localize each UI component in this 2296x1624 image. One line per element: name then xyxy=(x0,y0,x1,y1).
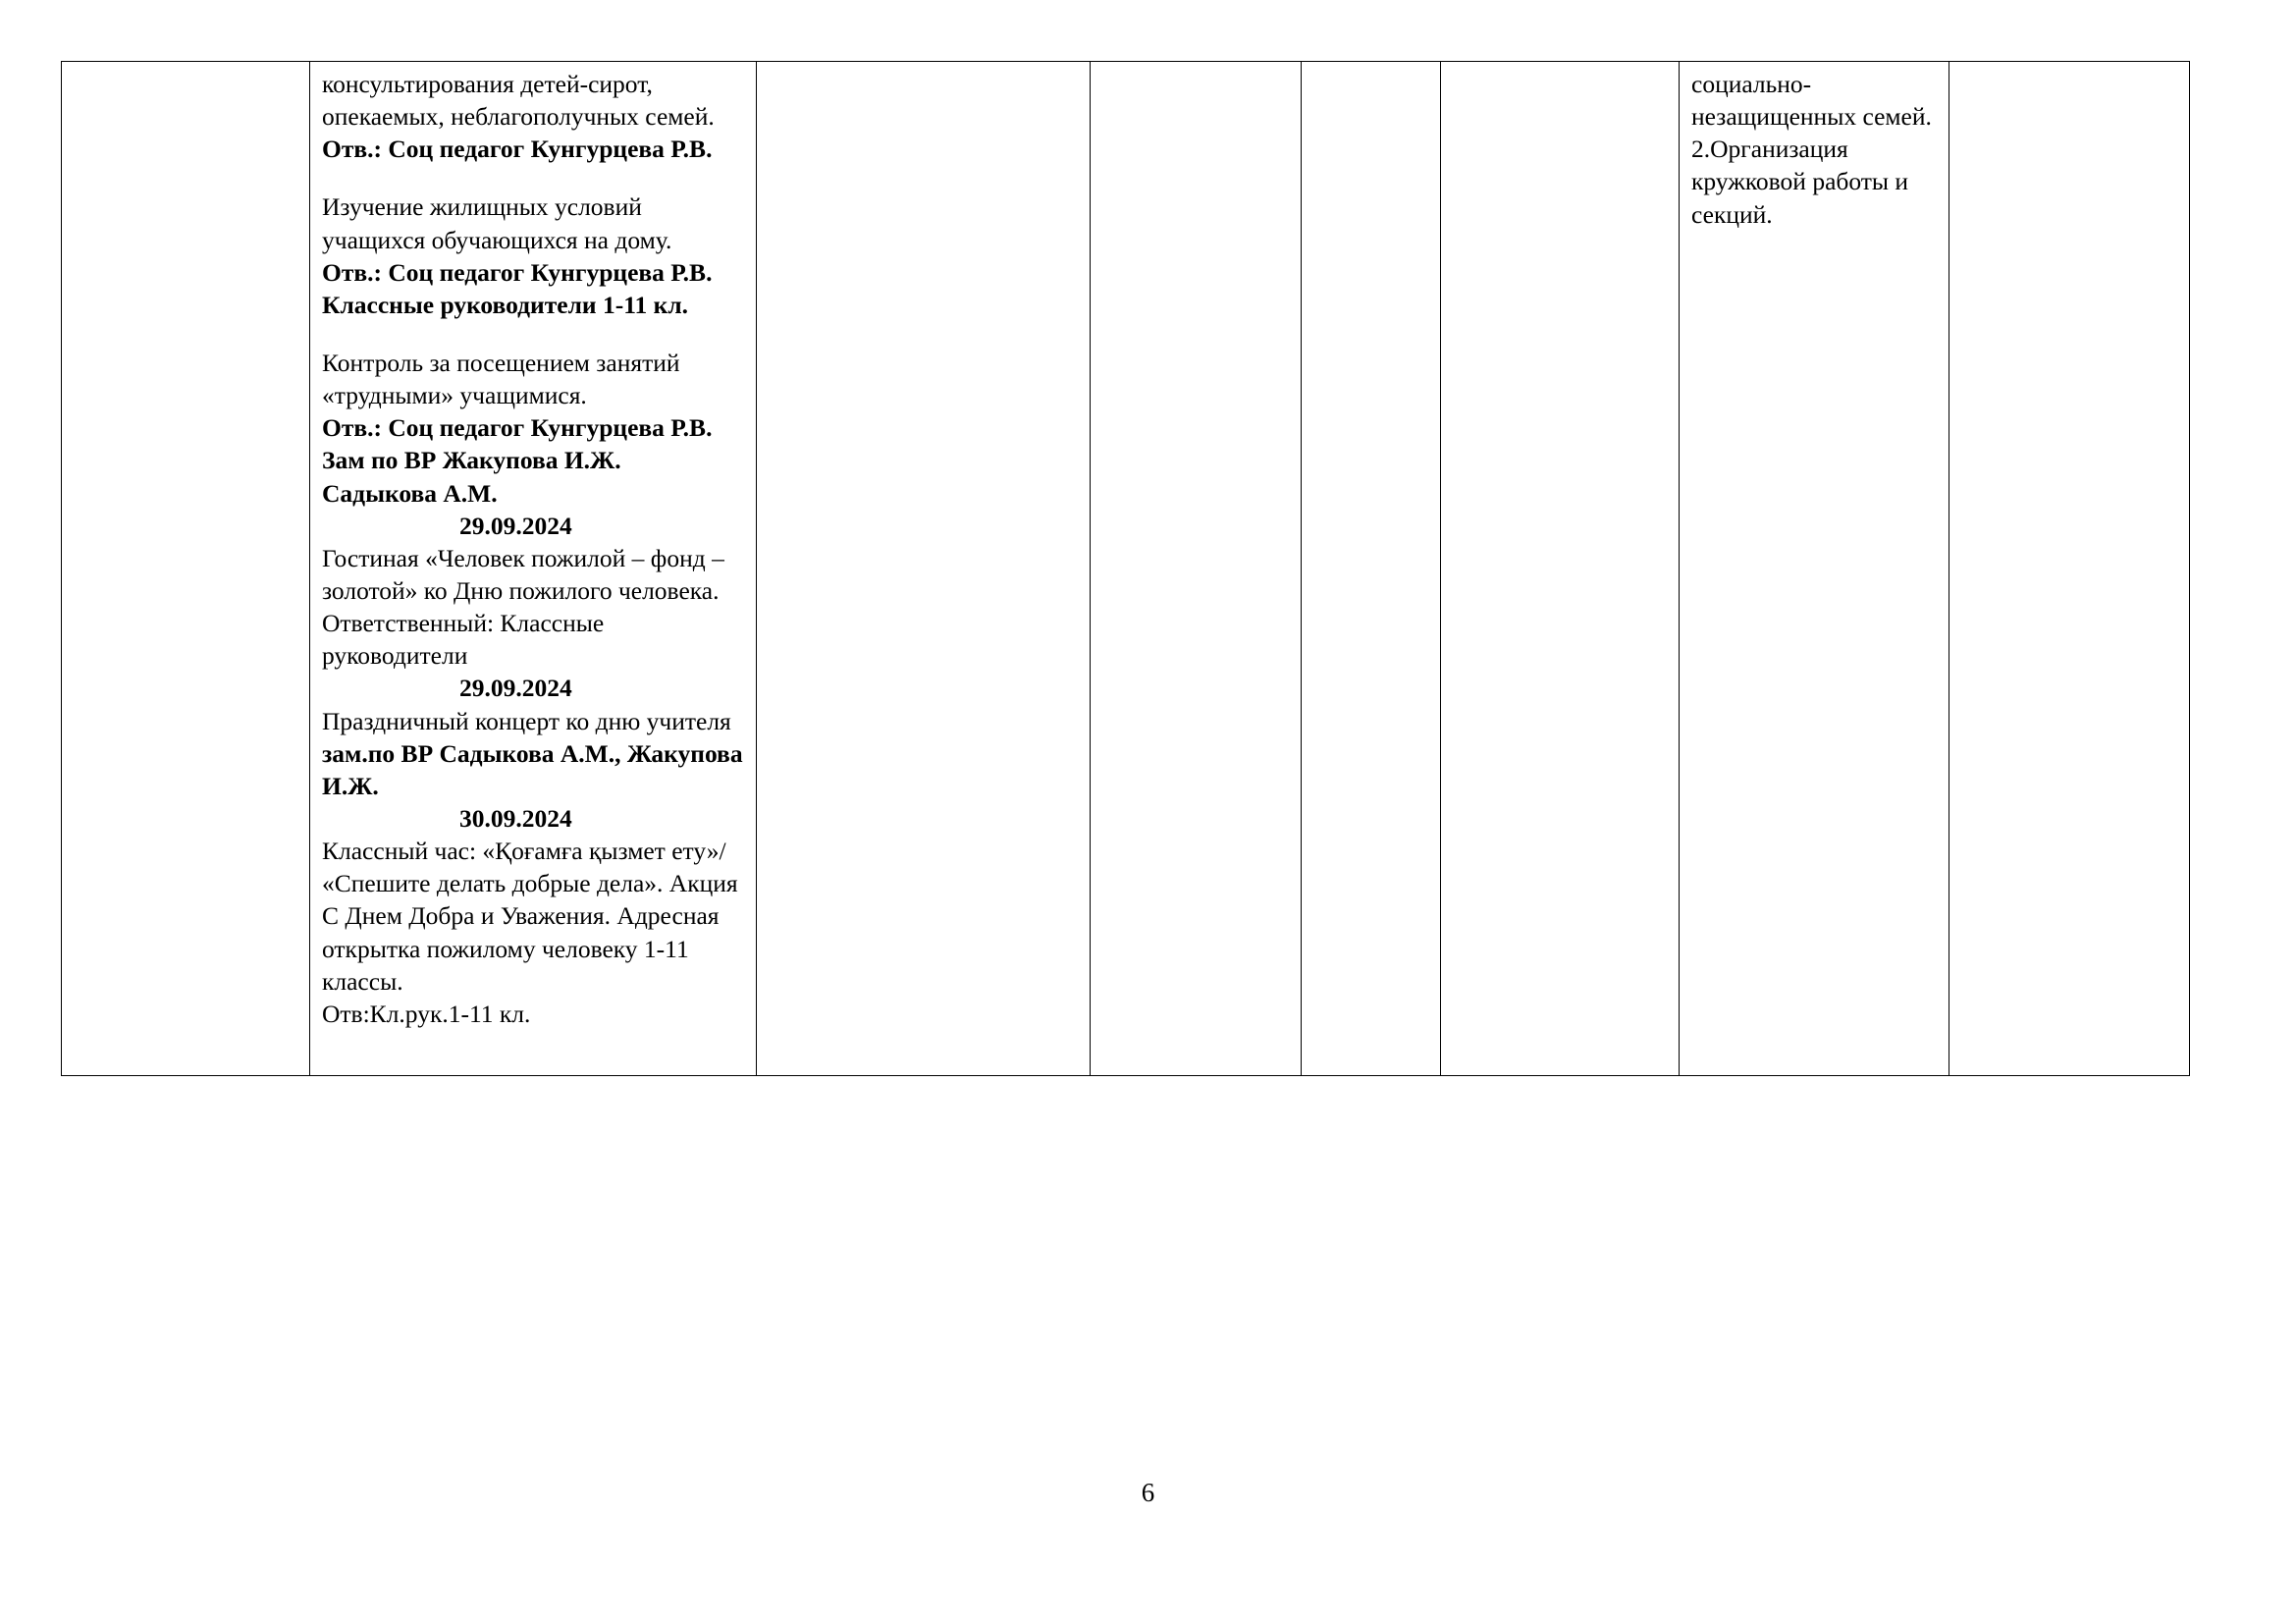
date-value: 29.09.2024 xyxy=(459,511,572,540)
table-cell-col8 xyxy=(1949,62,2190,1076)
table-cell-col3 xyxy=(757,62,1091,1076)
cell-paragraph: 2.Организация кружковой работы и секций. xyxy=(1691,135,1909,229)
cell-paragraph: Праздничный концерт ко дню учителя xyxy=(322,706,731,735)
cell-paragraph-responsible: зам.по ВР Садыкова А.М., Жакупова И.Ж. xyxy=(322,738,743,800)
cell-date xyxy=(322,510,746,542)
date-value: 29.09.2024 xyxy=(459,674,572,703)
cell-paragraph: Изучение жилищных условий учащихся обучающихся на дому. xyxy=(322,192,672,254)
table-cell-col6 xyxy=(1441,62,1680,1076)
table-cell-col1 xyxy=(62,62,310,1076)
schedule-table xyxy=(61,61,2190,1076)
page-number: 6 xyxy=(1141,1478,1155,1507)
cell-paragraph-responsible: Отв.: Соц педагог Кунгурцева Р.В. xyxy=(322,135,713,164)
paragraph-spacer xyxy=(322,321,746,347)
cell-paragraph-responsible: Садыкова А.М. xyxy=(322,478,498,508)
cell-paragraph: Контроль за посещением занятий «трудными» учащимися. xyxy=(322,348,680,410)
cell-paragraph: социально-незащищенных семей. xyxy=(1691,70,1932,132)
cell-paragraph: консультирования детей-сирот, опекаемых, неблагополучных семей. xyxy=(322,70,715,132)
table-row xyxy=(62,62,2190,1076)
cell-paragraph-responsible: Отв.: Соц педагог Кунгурцева Р.В. xyxy=(322,257,713,287)
table-cell-col2 xyxy=(310,62,757,1076)
cell-date xyxy=(322,672,746,704)
cell-paragraph-responsible: Классные руководители 1-11 кл. xyxy=(322,290,689,319)
cell-paragraph-responsible: Зам по ВР Жакупова И.Ж. xyxy=(322,446,621,475)
cell-paragraph: Отв:Кл.рук.1-11 кл. xyxy=(322,999,531,1028)
paragraph-spacer xyxy=(322,165,746,190)
cell-date xyxy=(322,802,746,835)
cell-paragraph: Классный час: «Қоғамға қызмет ету»/ «Спешите делать добрые дела». Акция С Днем Добра и Уважения. Адресная открытка пожилому человеку 1-11 классы. xyxy=(322,837,738,996)
table-cell-col4 xyxy=(1091,62,1302,1076)
cell-paragraph: Гостиная «Человек пожилой – фонд – золотой» ко Дню пожилого человека. xyxy=(322,543,724,605)
cell-paragraph: Ответственный: Классные руководители xyxy=(322,609,605,671)
date-value: 30.09.2024 xyxy=(459,803,572,833)
cell-paragraph-responsible: Отв.: Соц педагог Кунгурцева Р.В. xyxy=(322,413,713,443)
table-cell-col5 xyxy=(1302,62,1441,1076)
table-cell-col7 xyxy=(1680,62,1949,1076)
